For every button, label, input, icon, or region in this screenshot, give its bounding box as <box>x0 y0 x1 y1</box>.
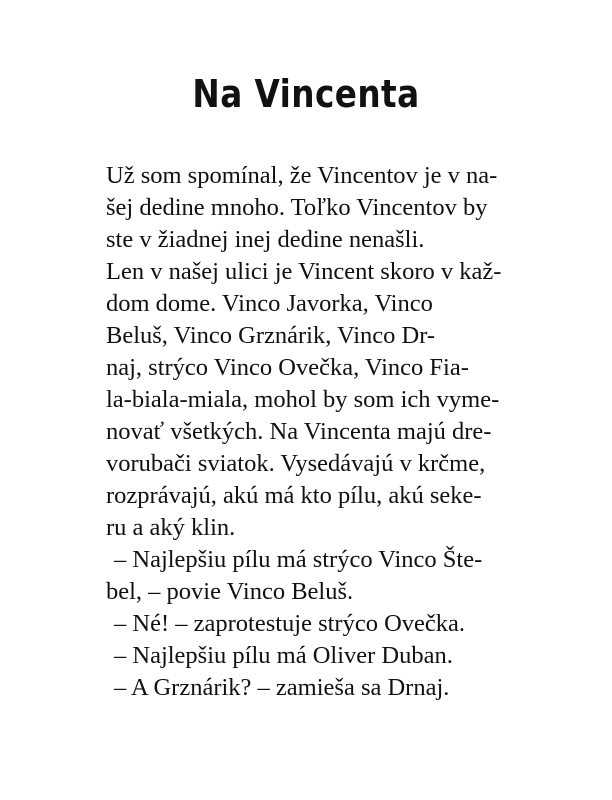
dialog-line: – A Grznárik? – zamieša sa Drnaj. <box>114 674 450 701</box>
text-line: ru a aký klin. <box>106 514 236 541</box>
text-line: vorubači sviatok. Vysedávajú v krčme, <box>106 450 486 477</box>
dialog-line: – Né! – zaprotestuje strýco Ovečka. <box>114 610 466 637</box>
chapter-title: Na Vincenta <box>192 72 420 116</box>
text-line: naj, strýco Vinco Ovečka, Vinco Fia- <box>106 354 469 381</box>
chapter-text <box>106 160 526 704</box>
text-line: Už som spomínal, že Vincentov je v na- <box>106 162 498 189</box>
text-line: la-biala-miala, mohol by som ich vyme- <box>106 386 500 413</box>
text-line: novať všetkých. Na Vincenta majú dre- <box>106 418 492 445</box>
text-line: šej dedine mnoho. Toľko Vincentov by <box>106 194 488 221</box>
text-line: bel, – povie Vinco Beluš. <box>106 578 354 605</box>
text-line: Beluš, Vinco Grznárik, Vinco Dr- <box>106 322 436 349</box>
text-line: Len v našej ulici je Vincent skoro v kaž- <box>106 258 502 285</box>
dialog-line: – Najlepšiu pílu má strýco Vinco Šte- <box>114 546 483 573</box>
text-line: dom dome. Vinco Javorka, Vinco <box>106 290 433 317</box>
text-line: ste v žiadnej inej dedine nenašli. <box>106 226 425 253</box>
dialog-line: – Najlepšiu pílu má Oliver Duban. <box>114 642 453 669</box>
text-line: rozprávajú, akú má kto pílu, akú seke- <box>106 482 482 509</box>
